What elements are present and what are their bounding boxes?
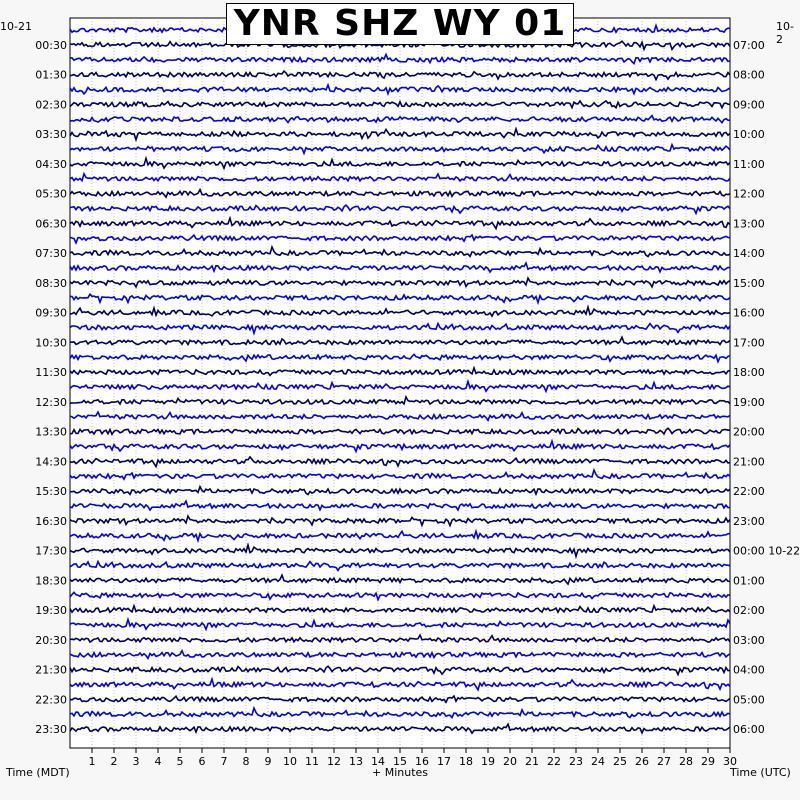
- x-tick-label: 13: [349, 755, 363, 768]
- x-tick-label: 14: [371, 755, 385, 768]
- y-tick-label-left: 22:30: [35, 693, 67, 707]
- y-tick-label-right: 04:00: [733, 663, 765, 677]
- x-tick-label: 9: [264, 755, 272, 768]
- x-tick-label: 3: [132, 755, 140, 768]
- y-tick-label-right: 19:00: [733, 395, 765, 409]
- x-tick-label: 26: [635, 755, 649, 768]
- x-tick-label: 6: [198, 755, 206, 768]
- y-tick-label-left: 21:30: [35, 663, 67, 677]
- y-tick-label-left: 01:30: [35, 68, 67, 82]
- y-tick-label-left: 03:30: [35, 128, 67, 142]
- x-tick-label: 24: [591, 755, 605, 768]
- y-tick-label-left: 00:30: [35, 38, 67, 52]
- y-tick-label-right: 20:00: [733, 425, 765, 439]
- chart-title: YNR SHZ WY 01: [226, 3, 574, 45]
- y-tick-label-left: 16:30: [35, 514, 67, 528]
- y-tick-label-left: 09:30: [35, 306, 67, 320]
- y-tick-label-left: 14:30: [35, 455, 67, 469]
- y-tick-label-left: 12:30: [35, 395, 67, 409]
- y-tick-label-right: 00:00 10-22: [733, 544, 800, 558]
- y-tick-label-left: 19:30: [35, 604, 67, 618]
- x-tick-label: 12: [327, 755, 341, 768]
- y-tick-label-right: 12:00: [733, 187, 765, 201]
- x-tick-label: 21: [525, 755, 539, 768]
- y-tick-label-right: 07:00: [733, 38, 765, 52]
- y-tick-label-right: 13:00: [733, 217, 765, 231]
- y-tick-label-right: 15:00: [733, 276, 765, 290]
- y-tick-label-left: 07:30: [35, 247, 67, 261]
- x-tick-label: 15: [393, 755, 407, 768]
- y-tick-label-right: 06:00: [733, 723, 765, 737]
- x-tick-label: 20: [503, 755, 517, 768]
- y-tick-label-left: 11:30: [35, 366, 67, 380]
- x-axis-label: + Minutes: [372, 766, 429, 779]
- y-tick-label-right: 03:00: [733, 633, 765, 647]
- y-tick-label-right: 22:00: [733, 485, 765, 499]
- x-tick-label: 23: [569, 755, 583, 768]
- y-tick-label-right: 11:00: [733, 157, 765, 171]
- x-tick-label: 2: [110, 755, 118, 768]
- x-tick-label: 18: [459, 755, 473, 768]
- y-tick-label-left: 18:30: [35, 574, 67, 588]
- y-tick-label-right: 05:00: [733, 693, 765, 707]
- x-tick-label: 17: [437, 755, 451, 768]
- x-tick-label: 19: [481, 755, 495, 768]
- y-tick-label-right: 14:00: [733, 247, 765, 261]
- x-tick-label: 29: [701, 755, 715, 768]
- y-tick-label-left: 10:30: [35, 336, 67, 350]
- y-tick-label-right: 18:00: [733, 366, 765, 380]
- y-tick-label-left: 20:30: [35, 633, 67, 647]
- y-tick-label-right: 08:00: [733, 68, 765, 82]
- y-tick-label-left: 17:30: [35, 544, 67, 558]
- y-tick-label-right: 02:00: [733, 604, 765, 618]
- x-tick-label: 8: [242, 755, 250, 768]
- y-tick-label-left: 02:30: [35, 98, 67, 112]
- y-tick-label-left: 08:30: [35, 276, 67, 290]
- y-tick-label-right: 23:00: [733, 514, 765, 528]
- x-tick-label: 4: [154, 755, 162, 768]
- y-tick-label-left: 04:30: [35, 157, 67, 171]
- y-tick-label-right: 01:00: [733, 574, 765, 588]
- x-tick-label: 27: [657, 755, 671, 768]
- x-tick-label: 10: [283, 755, 297, 768]
- date-label-right: 10-2: [776, 20, 794, 46]
- x-tick-label: 28: [679, 755, 693, 768]
- x-tick-label: 25: [613, 755, 627, 768]
- date-label-left: 10-21: [0, 20, 32, 33]
- x-tick-label: 1: [88, 755, 96, 768]
- y-tick-label-right: 10:00: [733, 128, 765, 142]
- y-tick-label-left: 13:30: [35, 425, 67, 439]
- y-tick-label-left: 05:30: [35, 187, 67, 201]
- y-tick-label-right: 17:00: [733, 336, 765, 350]
- y-tick-label-left: 23:30: [35, 723, 67, 737]
- y-tick-label-left: 06:30: [35, 217, 67, 231]
- y-tick-label-left: 15:30: [35, 485, 67, 499]
- y-tick-label-right: 16:00: [733, 306, 765, 320]
- x-tick-label: 30: [723, 755, 737, 768]
- x-tick-label: 16: [415, 755, 429, 768]
- y-tick-label-right: 21:00: [733, 455, 765, 469]
- x-tick-label: 11: [305, 755, 319, 768]
- y-axis-label-left: Time (MDT): [6, 766, 70, 779]
- y-tick-label-right: 09:00: [733, 98, 765, 112]
- y-axis-label-right: Time (UTC): [730, 766, 791, 779]
- x-tick-label: 5: [176, 755, 184, 768]
- x-tick-label: 7: [220, 755, 228, 768]
- x-tick-label: 22: [547, 755, 561, 768]
